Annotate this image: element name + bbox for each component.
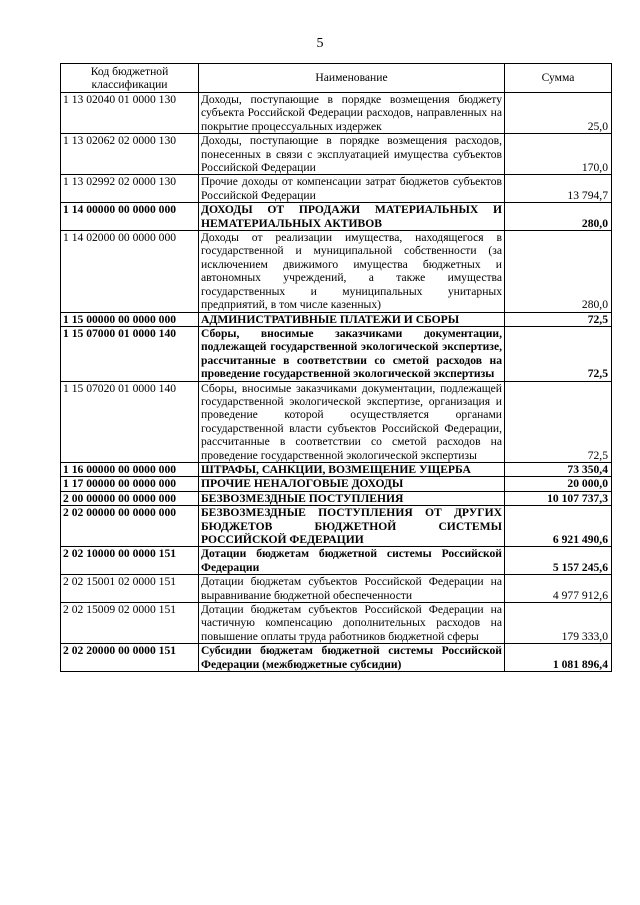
- row-name: ПРОЧИЕ НЕНАЛОГОВЫЕ ДОХОДЫ: [199, 477, 505, 491]
- row-code: 2 02 00000 00 0000 000: [61, 506, 199, 547]
- table-row: [61, 547, 612, 575]
- header-sum: Сумма: [505, 64, 612, 93]
- row-sum: 73 350,4: [505, 462, 612, 476]
- row-code: 1 14 02000 00 0000 000: [61, 231, 199, 312]
- row-code: 2 02 10000 00 0000 151: [61, 547, 199, 575]
- row-sum: 72,5: [505, 326, 612, 381]
- row-sum: 20 000,0: [505, 477, 612, 491]
- row-sum: 13 794,7: [505, 175, 612, 203]
- row-name: Доходы, поступающие в порядке возмещения расходов, понесенных в связи с эксплуатацией имущества субъектов Российской Федерации: [199, 134, 505, 175]
- row-name: Сборы, вносимые заказчиками документации, подлежащей государственной экологической экспертизе, организация и проведение которой осуществляется органами государственной власти субъектов Российской Федерации, рассчитанные в соответствии со сметой расходов на проведение государственной экологической экспертизы: [199, 381, 505, 462]
- row-sum: 10 107 737,3: [505, 491, 612, 505]
- row-name: Дотации бюджетам субъектов Российской Федерации на выравнивание бюджетной обеспеченности: [199, 575, 505, 603]
- table-row: [61, 575, 612, 603]
- row-sum: 4 977 912,6: [505, 575, 612, 603]
- row-name: Дотации бюджетам бюджетной системы Российской Федерации: [199, 547, 505, 575]
- table-row: [61, 203, 612, 231]
- row-sum: 170,0: [505, 134, 612, 175]
- table-row: [61, 312, 612, 326]
- row-code: 2 02 15009 02 0000 151: [61, 603, 199, 644]
- row-code: 1 15 00000 00 0000 000: [61, 312, 199, 326]
- table-row: [61, 506, 612, 547]
- row-code: 1 13 02062 02 0000 130: [61, 134, 199, 175]
- table-row: [61, 231, 612, 312]
- row-sum: 1 081 896,4: [505, 644, 612, 672]
- revenue-table: [60, 63, 612, 672]
- row-code: 1 16 00000 00 0000 000: [61, 462, 199, 476]
- row-sum: 179 333,0: [505, 603, 612, 644]
- table-row: [61, 644, 612, 672]
- row-code: 2 02 20000 00 0000 151: [61, 644, 199, 672]
- row-code: 1 14 00000 00 0000 000: [61, 203, 199, 231]
- table-row: [61, 491, 612, 505]
- row-name: Доходы от реализации имущества, находящегося в государственной и муниципальной собственности (за исключением движимого имущества бюджетных и автономных учреждений, а также имущества государственных и муниципальных унитарных предприятий, в том числе казенных): [199, 231, 505, 312]
- row-code: 2 00 00000 00 0000 000: [61, 491, 199, 505]
- row-name: БЕЗВОЗМЕЗДНЫЕ ПОСТУПЛЕНИЯ ОТ ДРУГИХ БЮДЖЕТОВ БЮДЖЕТНОЙ СИСТЕМЫ РОССИЙСКОЙ ФЕДЕРАЦИИ: [199, 506, 505, 547]
- page-number: 5: [316, 36, 324, 51]
- header-name: Наименование: [199, 64, 505, 93]
- table-row: [61, 93, 612, 134]
- row-sum: 25,0: [505, 93, 612, 134]
- row-name: Сборы, вносимые заказчиками документации, подлежащей государственной экологической экспертизе, рассчитанные в соответствии со сметой расходов на проведение государственной экологической экспертизы: [199, 326, 505, 381]
- row-sum: 280,0: [505, 231, 612, 312]
- row-code: 2 02 15001 02 0000 151: [61, 575, 199, 603]
- row-code: 1 13 02992 02 0000 130: [61, 175, 199, 203]
- table-body: [61, 93, 612, 672]
- table-row: [61, 477, 612, 491]
- row-sum: 280,0: [505, 203, 612, 231]
- table-row: [61, 134, 612, 175]
- header-code: Код бюджетной классификации: [61, 64, 199, 93]
- table-row: [61, 381, 612, 462]
- table-row: [61, 603, 612, 644]
- row-sum: 72,5: [505, 312, 612, 326]
- row-name: ДОХОДЫ ОТ ПРОДАЖИ МАТЕРИАЛЬНЫХ И НЕМАТЕРИАЛЬНЫХ АКТИВОВ: [199, 203, 505, 231]
- row-name: Доходы, поступающие в порядке возмещения бюджету субъекта Российской Федерации расходов, направленных на покрытие процессуальных издержек: [199, 93, 505, 134]
- row-code: 1 15 07020 01 0000 140: [61, 381, 199, 462]
- row-code: 1 13 02040 01 0000 130: [61, 93, 199, 134]
- row-sum: 5 157 245,6: [505, 547, 612, 575]
- table-row: [61, 175, 612, 203]
- row-name: АДМИНИСТРАТИВНЫЕ ПЛАТЕЖИ И СБОРЫ: [199, 312, 505, 326]
- table-header-row: [61, 64, 612, 93]
- row-name: Субсидии бюджетам бюджетной системы Российской Федерации (межбюджетные субсидии): [199, 644, 505, 672]
- row-code: 1 15 07000 01 0000 140: [61, 326, 199, 381]
- row-name: БЕЗВОЗМЕЗДНЫЕ ПОСТУПЛЕНИЯ: [199, 491, 505, 505]
- row-sum: 6 921 490,6: [505, 506, 612, 547]
- table-row: [61, 326, 612, 381]
- row-name: ШТРАФЫ, САНКЦИИ, ВОЗМЕЩЕНИЕ УЩЕРБА: [199, 462, 505, 476]
- table-row: [61, 462, 612, 476]
- row-name: Прочие доходы от компенсации затрат бюджетов субъектов Российской Федерации: [199, 175, 505, 203]
- row-sum: 72,5: [505, 381, 612, 462]
- row-code: 1 17 00000 00 0000 000: [61, 477, 199, 491]
- row-name: Дотации бюджетам субъектов Российской Федерации на частичную компенсацию дополнительных расходов на повышение оплаты труда работников бюджетной сферы: [199, 603, 505, 644]
